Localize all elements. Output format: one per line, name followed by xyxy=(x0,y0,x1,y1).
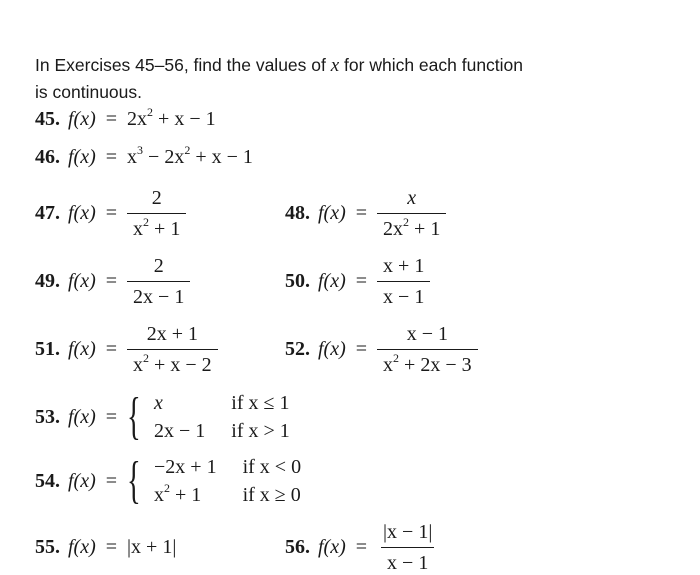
equals-sign: = xyxy=(105,270,118,292)
piecewise-cases xyxy=(154,390,290,444)
function-expression: |x + 1| xyxy=(127,536,177,558)
function-name: f(x) xyxy=(68,146,96,168)
exercise-number: 56. xyxy=(285,536,310,558)
numerator: x + 1 xyxy=(383,255,425,277)
exercise-56 xyxy=(285,520,438,575)
case-1-condition: if x ≤ 1 xyxy=(231,392,290,414)
case-1-expression: −2x + 1 xyxy=(154,456,217,478)
instructions-text-end: for which each function xyxy=(339,55,524,75)
equals-sign: = xyxy=(105,405,118,428)
numerator: 2 xyxy=(153,255,164,277)
exercise-number: 49. xyxy=(35,270,60,292)
exercise-45 xyxy=(35,105,216,131)
exercise-50 xyxy=(285,254,430,309)
case-2-expression: 2x − 1 xyxy=(154,420,206,442)
denominator: x − 1 xyxy=(381,547,434,575)
exercise-number: 52. xyxy=(285,338,310,360)
exercise-number: 51. xyxy=(35,338,60,360)
exercise-53 xyxy=(35,390,290,444)
exercise-48 xyxy=(285,186,446,241)
function-expression: $2x^2 + x - 1$ xyxy=(127,105,216,130)
exercise-number: 50. xyxy=(285,270,310,292)
equals-sign: = xyxy=(105,108,118,130)
fraction xyxy=(377,322,478,377)
function-name: f(x) xyxy=(68,338,96,360)
equals-sign: = xyxy=(355,338,368,360)
function-name: f(x) xyxy=(318,270,346,292)
exercise-number: 45. xyxy=(35,108,60,130)
case-1-expression: x xyxy=(154,392,163,414)
equals-sign: = xyxy=(355,536,368,558)
exercise-52 xyxy=(285,322,478,377)
fraction xyxy=(377,520,438,575)
denominator: $x^2 + 2x - 3$ xyxy=(377,349,478,377)
fraction xyxy=(377,186,446,241)
exercise-number: 46. xyxy=(35,146,60,168)
exercise-49 xyxy=(35,254,190,309)
instructions-line-2: is continuous. xyxy=(35,82,143,102)
exercise-instructions xyxy=(35,52,575,105)
exercise-46 xyxy=(35,143,253,169)
fraction xyxy=(377,254,430,309)
case-1-condition: if x < 0 xyxy=(242,456,302,478)
function-name: f(x) xyxy=(318,202,346,224)
function-name: f(x) xyxy=(68,270,96,292)
equals-sign: = xyxy=(105,202,118,224)
piecewise-brace: { xyxy=(127,452,141,509)
denominator: $x^2 + 1$ xyxy=(127,213,186,241)
equals-sign: = xyxy=(105,146,118,168)
instructions-variable: x xyxy=(330,55,340,76)
equals-sign: = xyxy=(105,338,118,360)
function-name: f(x) xyxy=(68,536,96,558)
exercise-47 xyxy=(35,186,186,241)
piecewise-brace: { xyxy=(127,388,141,445)
exercise-number: 54. xyxy=(35,469,60,492)
equals-sign: = xyxy=(355,270,368,292)
numerator: 2x + 1 xyxy=(146,323,198,345)
denominator: $2x^2 + 1$ xyxy=(377,213,446,241)
function-expression: $x^3 - 2x^2 + x - 1$ xyxy=(127,143,253,168)
exercise-51 xyxy=(35,322,218,377)
function-name: f(x) xyxy=(318,536,346,558)
exercise-number: 53. xyxy=(35,405,60,428)
function-name: f(x) xyxy=(318,338,346,360)
exercise-number: 48. xyxy=(285,202,310,224)
case-2-expression: $x^2 + 1$ xyxy=(154,481,202,506)
exercise-number: 55. xyxy=(35,536,60,558)
case-2-condition: if x ≥ 0 xyxy=(242,484,301,506)
fraction xyxy=(127,186,186,241)
equals-sign: = xyxy=(105,536,118,558)
equals-sign: = xyxy=(105,469,118,492)
instructions-text-start: In Exercises 45–56, find the values of xyxy=(35,55,331,75)
case-2-condition: if x > 1 xyxy=(231,420,290,442)
denominator: $x^2 + x - 2$ xyxy=(127,349,218,377)
function-name: f(x) xyxy=(68,108,96,130)
denominator: x − 1 xyxy=(377,281,430,309)
function-name: f(x) xyxy=(68,405,96,428)
piecewise-cases xyxy=(154,454,301,508)
numerator: |x − 1| xyxy=(383,521,433,543)
exercise-55 xyxy=(35,536,176,559)
numerator: 2 xyxy=(151,187,162,209)
function-name: f(x) xyxy=(68,202,96,224)
function-name: f(x) xyxy=(68,469,96,492)
exercise-54 xyxy=(35,454,301,508)
exercise-number: 47. xyxy=(35,202,60,224)
denominator: 2x − 1 xyxy=(127,281,190,309)
fraction xyxy=(127,254,190,309)
equals-sign: = xyxy=(355,202,368,224)
fraction xyxy=(127,322,218,377)
numerator: x − 1 xyxy=(406,323,448,345)
numerator: x xyxy=(407,187,417,209)
